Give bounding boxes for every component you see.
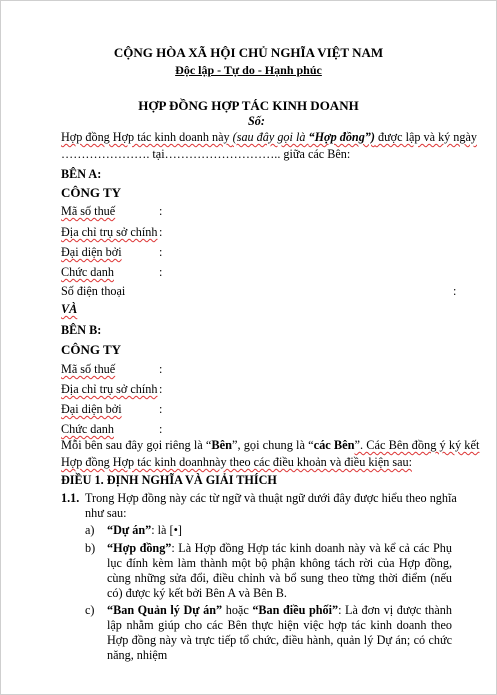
party-b-heading: BÊN B: <box>61 323 102 337</box>
party-a-heading: BÊN A: <box>61 167 102 181</box>
party-a-company: CÔNG TY <box>61 185 122 200</box>
party-b-representative-sep: : <box>159 402 163 416</box>
party-a-address-label: Địa chỉ trụ sở chính <box>61 225 158 239</box>
country-heading: CỘNG HÒA XÃ HỘI CHỦ NGHĨA VIỆT NAM <box>113 45 384 60</box>
party-b-tax-code-sep: : <box>159 362 163 376</box>
party-a-tax-code-sep: : <box>159 204 163 218</box>
contract-title: HỢP ĐỒNG HỢP TÁC KINH DOANH <box>138 98 359 113</box>
intro-line-1: Hợp đồng Hợp tác kinh doanh này (sau đây gọi là “Hợp đồng”) được lập và ký ngày <box>61 130 477 144</box>
parties-statement-line-1: Mỗi bên sau đây gọi riêng là “Bên”, gọi chung là “các Bên”. Các Bên đồng ý ký kết <box>61 438 480 452</box>
parties-statement-line-2: Hợp đồng Hợp tác kinh doanhnày theo các điều khoản và điều kiện sau: <box>61 455 412 469</box>
article-1-heading: ĐIỀU 1. ĐỊNH NGHĨA VÀ GIẢI THÍCH <box>61 473 277 487</box>
intro-line-2: …………………. tại……………………….. giữa các Bên: <box>61 147 351 161</box>
clause-1-1-number: 1.1. <box>61 491 80 505</box>
item-b-letter: b) <box>85 541 96 555</box>
item-b-text: “Hợp đồng”: Là Hợp đồng Hợp tác kinh doanh này và kể cả các Phụ lục đính kèm làm thành một bộ phận không tách rời của Hợp đồng, cùng những sửa đổi, điều chỉnh và bổ sung theo từng thời điểm (nếu có) được ký kết bởi Bên A và Bên B. <box>107 541 452 600</box>
party-b-address-sep: : <box>159 382 163 396</box>
clause-1-1-text-line-1: Trong Hợp đồng này các từ ngữ và thuật ngữ dưới đây được hiểu theo nghĩa <box>85 491 457 505</box>
party-b-company: CÔNG TY <box>61 342 122 357</box>
item-a-text: “Dự án”: là [•] <box>107 523 182 537</box>
party-a-address-sep: : <box>159 225 163 239</box>
party-a-phone-label: Số điện thoại <box>61 284 126 298</box>
contract-number-label: Số: <box>248 114 265 128</box>
party-a-position-sep: : <box>159 265 163 279</box>
party-a-phone-sep: : <box>453 284 457 298</box>
party-a-tax-code-label: Mã số thuế <box>61 204 116 218</box>
party-b-position-label: Chức danh <box>61 422 114 436</box>
party-b-representative-label: Đại diện bởi <box>61 402 122 416</box>
party-a-representative-label: Đại diện bởi <box>61 245 122 259</box>
party-b-address-label: Địa chỉ trụ sở chính <box>61 382 158 396</box>
item-c-letter: c) <box>85 603 95 617</box>
item-a-letter: a) <box>85 523 95 537</box>
party-a-position-label: Chức danh <box>61 265 114 279</box>
motto: Độc lập - Tự do - Hạnh phúc <box>175 63 322 77</box>
item-c-text: “Ban Quản lý Dự án” hoặc “Ban điều phối”: Là đơn vị được thành lập nhằm giúp cho các Bên thực hiện việc hợp tác kinh doanh theo Hợp đồng này và trực tiếp tổ chức, điều hành, quản lý Dự án; có chức năng, nhiệm <box>107 603 452 662</box>
party-b-tax-code-label: Mã số thuế <box>61 362 116 376</box>
party-b-position-sep: : <box>159 422 163 436</box>
clause-1-1-text-line-2: như sau: <box>85 506 127 520</box>
and-label: VÀ <box>61 302 78 316</box>
party-a-representative-sep: : <box>159 245 163 259</box>
